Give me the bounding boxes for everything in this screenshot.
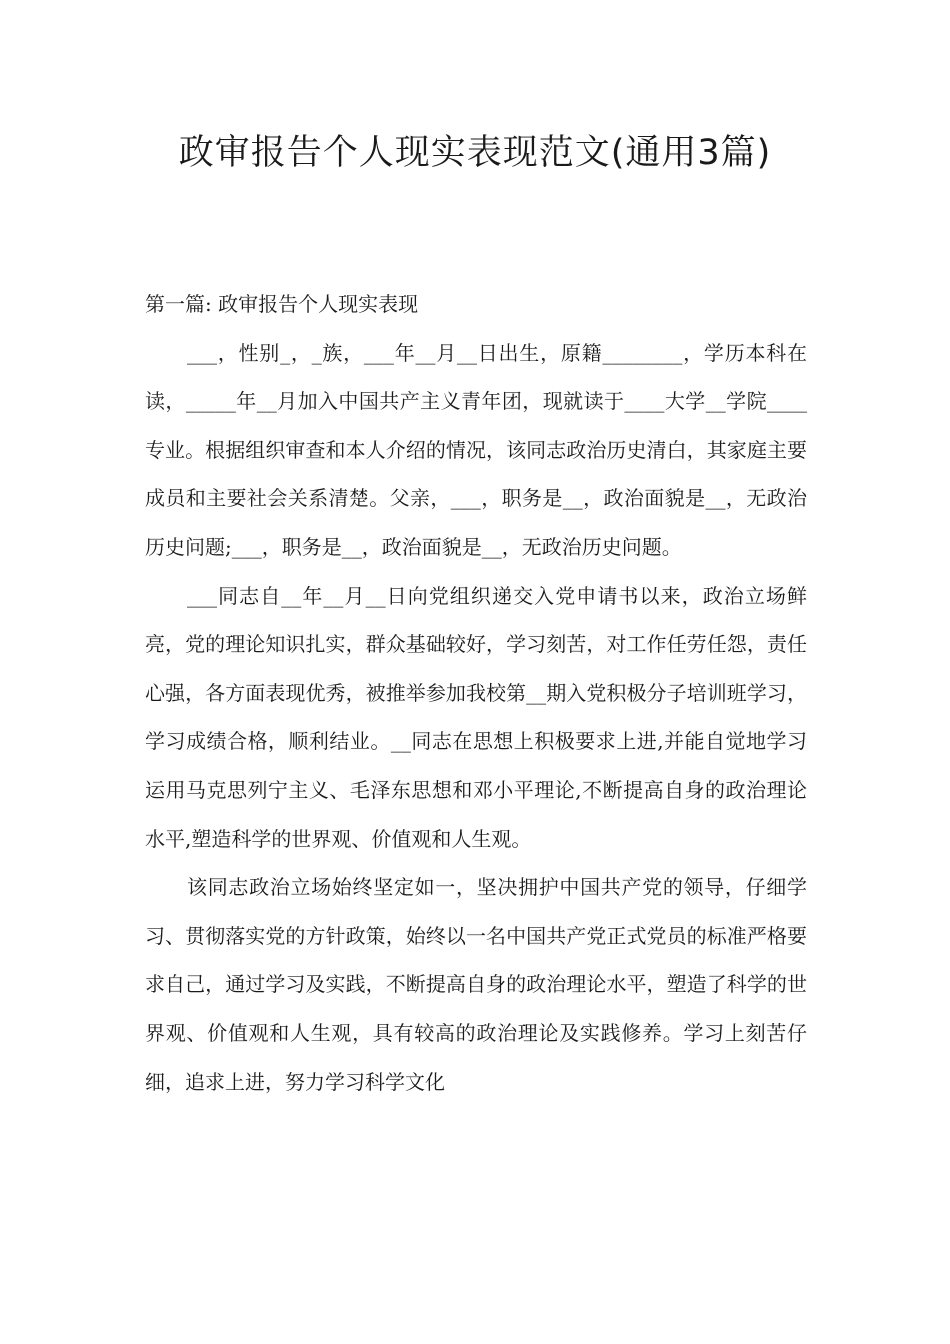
paragraph-3: 该同志政治立场始终坚定如一，坚决拥护中国共产党的领导，仔细学习、贯彻落实党的方针政策，始终以一名中国共产党正式党员的标准严格要求自己，通过学习及实践，不断提高自身的政治理论水平，塑造了科学的世界观、价值观和人生观，具有较高的政治理论及实践修养。学习上刻苦仔细，追求上进，努力学习科学文化	[145, 875, 807, 1094]
paragraph-2: ___同志自__年__月__日向党组织递交入党申请书以来，政治立场鲜亮，党的理论知识扎实，群众基础较好，学习刻苦，对工作任劳任怨，责任心强，各方面表现优秀，被推举参加我校第__期入党积极分子培训班学习，学习成绩合格，顺利结业。__同志在思想上积极要求上进,并能自觉地学习运用马克思列宁主义、毛泽东思想和邓小平理论,不断提高自身的政治理论水平,塑造科学的世界观、价值观和人生观。	[145, 583, 807, 851]
document-body	[145, 280, 807, 1106]
section-heading: 第一篇: 政审报告个人现实表现	[145, 292, 419, 316]
document-title: 政审报告个人现实表现范文(通用3篇)	[178, 133, 772, 173]
paragraph-1: ___，性别_，_族，___年__月__日出生，原籍________，学历本科在读，_____年__月加入中国共产主义青年团，现就读于____大学__学院____专业。根据组织审查和本人介绍的情况，该同志政治历史清白，其家庭主要成员和主要社会关系清楚。父亲，___，职务是__，政治面貌是__，无政治历史问题;___，职务是__，政治面貌是__，无政治历史问题。	[145, 340, 807, 559]
